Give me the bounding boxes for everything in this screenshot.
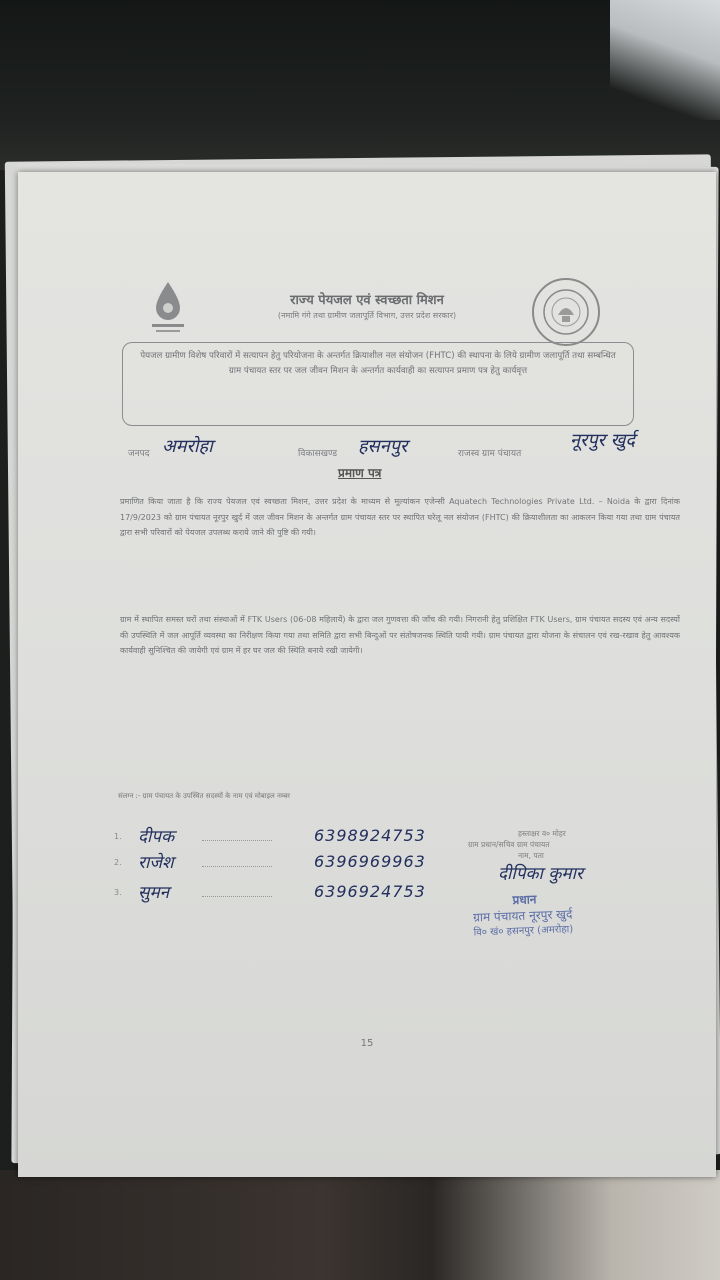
signatory-phone: 6398924753 xyxy=(314,826,426,845)
dotted-line xyxy=(202,840,272,841)
stamp-line-3: वि० खं० हसनपुर (अमरोहा) xyxy=(473,924,574,939)
location-fields xyxy=(118,430,698,464)
district-value: अमरोहा xyxy=(162,436,213,457)
signatory-phone: 6396924753 xyxy=(314,882,426,901)
signature-block xyxy=(448,828,638,884)
intro-text: पेयजल ग्रामीण विशेष परिवारों में सत्यापन हेतु परियोजना के अन्तर्गत क्रियाशील नल संयोजन (FHTC) की स्थापना के लिये ग्रामीण जलापूर्ति तथा सम्बन्धित ग्राम पंचायत स्तर पर जल जीवन मिशन के अन्तर्गत कार्यवाही का सत्यापन प्रमाण पत्र हेतु कार्यवृत्त xyxy=(140,351,616,376)
background-bottom xyxy=(0,1170,720,1280)
page-number: 15 xyxy=(360,1038,374,1049)
signatory-number: 2. xyxy=(114,858,122,867)
stamp-line-2: ग्राम पंचायत नूरपुर खुर्द xyxy=(472,907,573,925)
sign-line-2: ग्राम प्रधान/सचिव ग्राम पंचायत xyxy=(468,840,550,849)
signatory-name: राजेश xyxy=(138,853,174,873)
signatory-number: 1. xyxy=(114,832,122,841)
signatory-name: दीपक xyxy=(138,827,175,847)
mission-subtitle: (नमामि गंगे तथा ग्रामीण जलापूर्ति विभाग, उत्तर प्रदेश सरकार) xyxy=(277,311,457,320)
body-paragraph-1: प्रमाणित किया जाता है कि राज्य पेयजल एवं स्वच्छता मिशन, उत्तर प्रदेश के माध्यम से मूल्यांकन एजेन्सी Aquatech Technologies Private Ltd. – Noida के द्वारा दिनांक 17/9/2023 को ग्राम पंचायत नूरपुर खुर्द में जल जीवन मिशन के अन्तर्गत ग्राम पंचायत स्तर पर स्थापित घरेलू नल संयोजन (FHTC) की क्रियाशीलता का आकलन किया गया तथा ग्राम पंचायत द्वारा सभी परिवारों को पेयजल उपलब्ध कराये जाने की पुष्टि की गयी। xyxy=(120,497,680,537)
block-value: हसनपुर xyxy=(358,436,408,457)
mission-title: राज्य पेयजल एवं स्वच्छता मिशन xyxy=(290,293,444,308)
attachment-note: संलग्न :- ग्राम पंचायत के उपस्थित सदस्यों के नाम एवं मोबाइल नम्बर xyxy=(118,792,291,800)
intro-box xyxy=(122,342,634,426)
stamp-line-1: प्रधान xyxy=(512,892,537,908)
dotted-line xyxy=(202,866,272,867)
document-page xyxy=(18,172,716,1177)
body-paragraph-2: ग्राम में स्थापित समस्त घरों तथा संस्थाओं में FTK Users (06-08 महिलायें) के द्वारा जल गुणवत्ता की जाँच की गयी। निगरानी हेतु प्रशिक्षित FTK Users, ग्राम पंचायत सदस्य एवं अन्य सदस्यों की उपस्थिति में जल आपूर्ति व्यवस्था का निरीक्षण किया गया तथा समिति द्वारा सभी बिन्दुओं पर संतोषजनक स्थिति पायी गयी। ग्राम पंचायत द्वारा योजना के संचालन एवं रख-रखाव हेतु आवश्यक कार्यवाही सुनिश्चित की जायेगी एवं ग्राम में हर घर जल की स्थिति बनाये रखी जायेगी। xyxy=(120,615,680,655)
signatory-name: सुमन xyxy=(138,883,170,903)
gram-panchayat-label: राजस्व ग्राम पंचायत xyxy=(458,449,522,459)
gram-panchayat-value: नूरपुर खुर्द xyxy=(570,430,635,451)
dotted-line xyxy=(202,896,272,897)
district-label: जनपद xyxy=(128,449,150,459)
block-label: विकासखण्ड xyxy=(298,449,338,459)
background-corner xyxy=(610,0,720,120)
official-stamp xyxy=(472,887,674,942)
handwritten-signature: दीपिका कुमार xyxy=(498,864,583,884)
sign-line-3: नाम, पता xyxy=(518,851,544,860)
signatory-number: 3. xyxy=(114,888,122,897)
state-emblem-icon xyxy=(532,278,600,346)
sign-line-1: हस्ताक्षर व० मोहर xyxy=(518,829,566,838)
signatory-phone: 6396969963 xyxy=(314,852,426,871)
certificate-title: प्रमाण पत्र xyxy=(338,466,382,480)
